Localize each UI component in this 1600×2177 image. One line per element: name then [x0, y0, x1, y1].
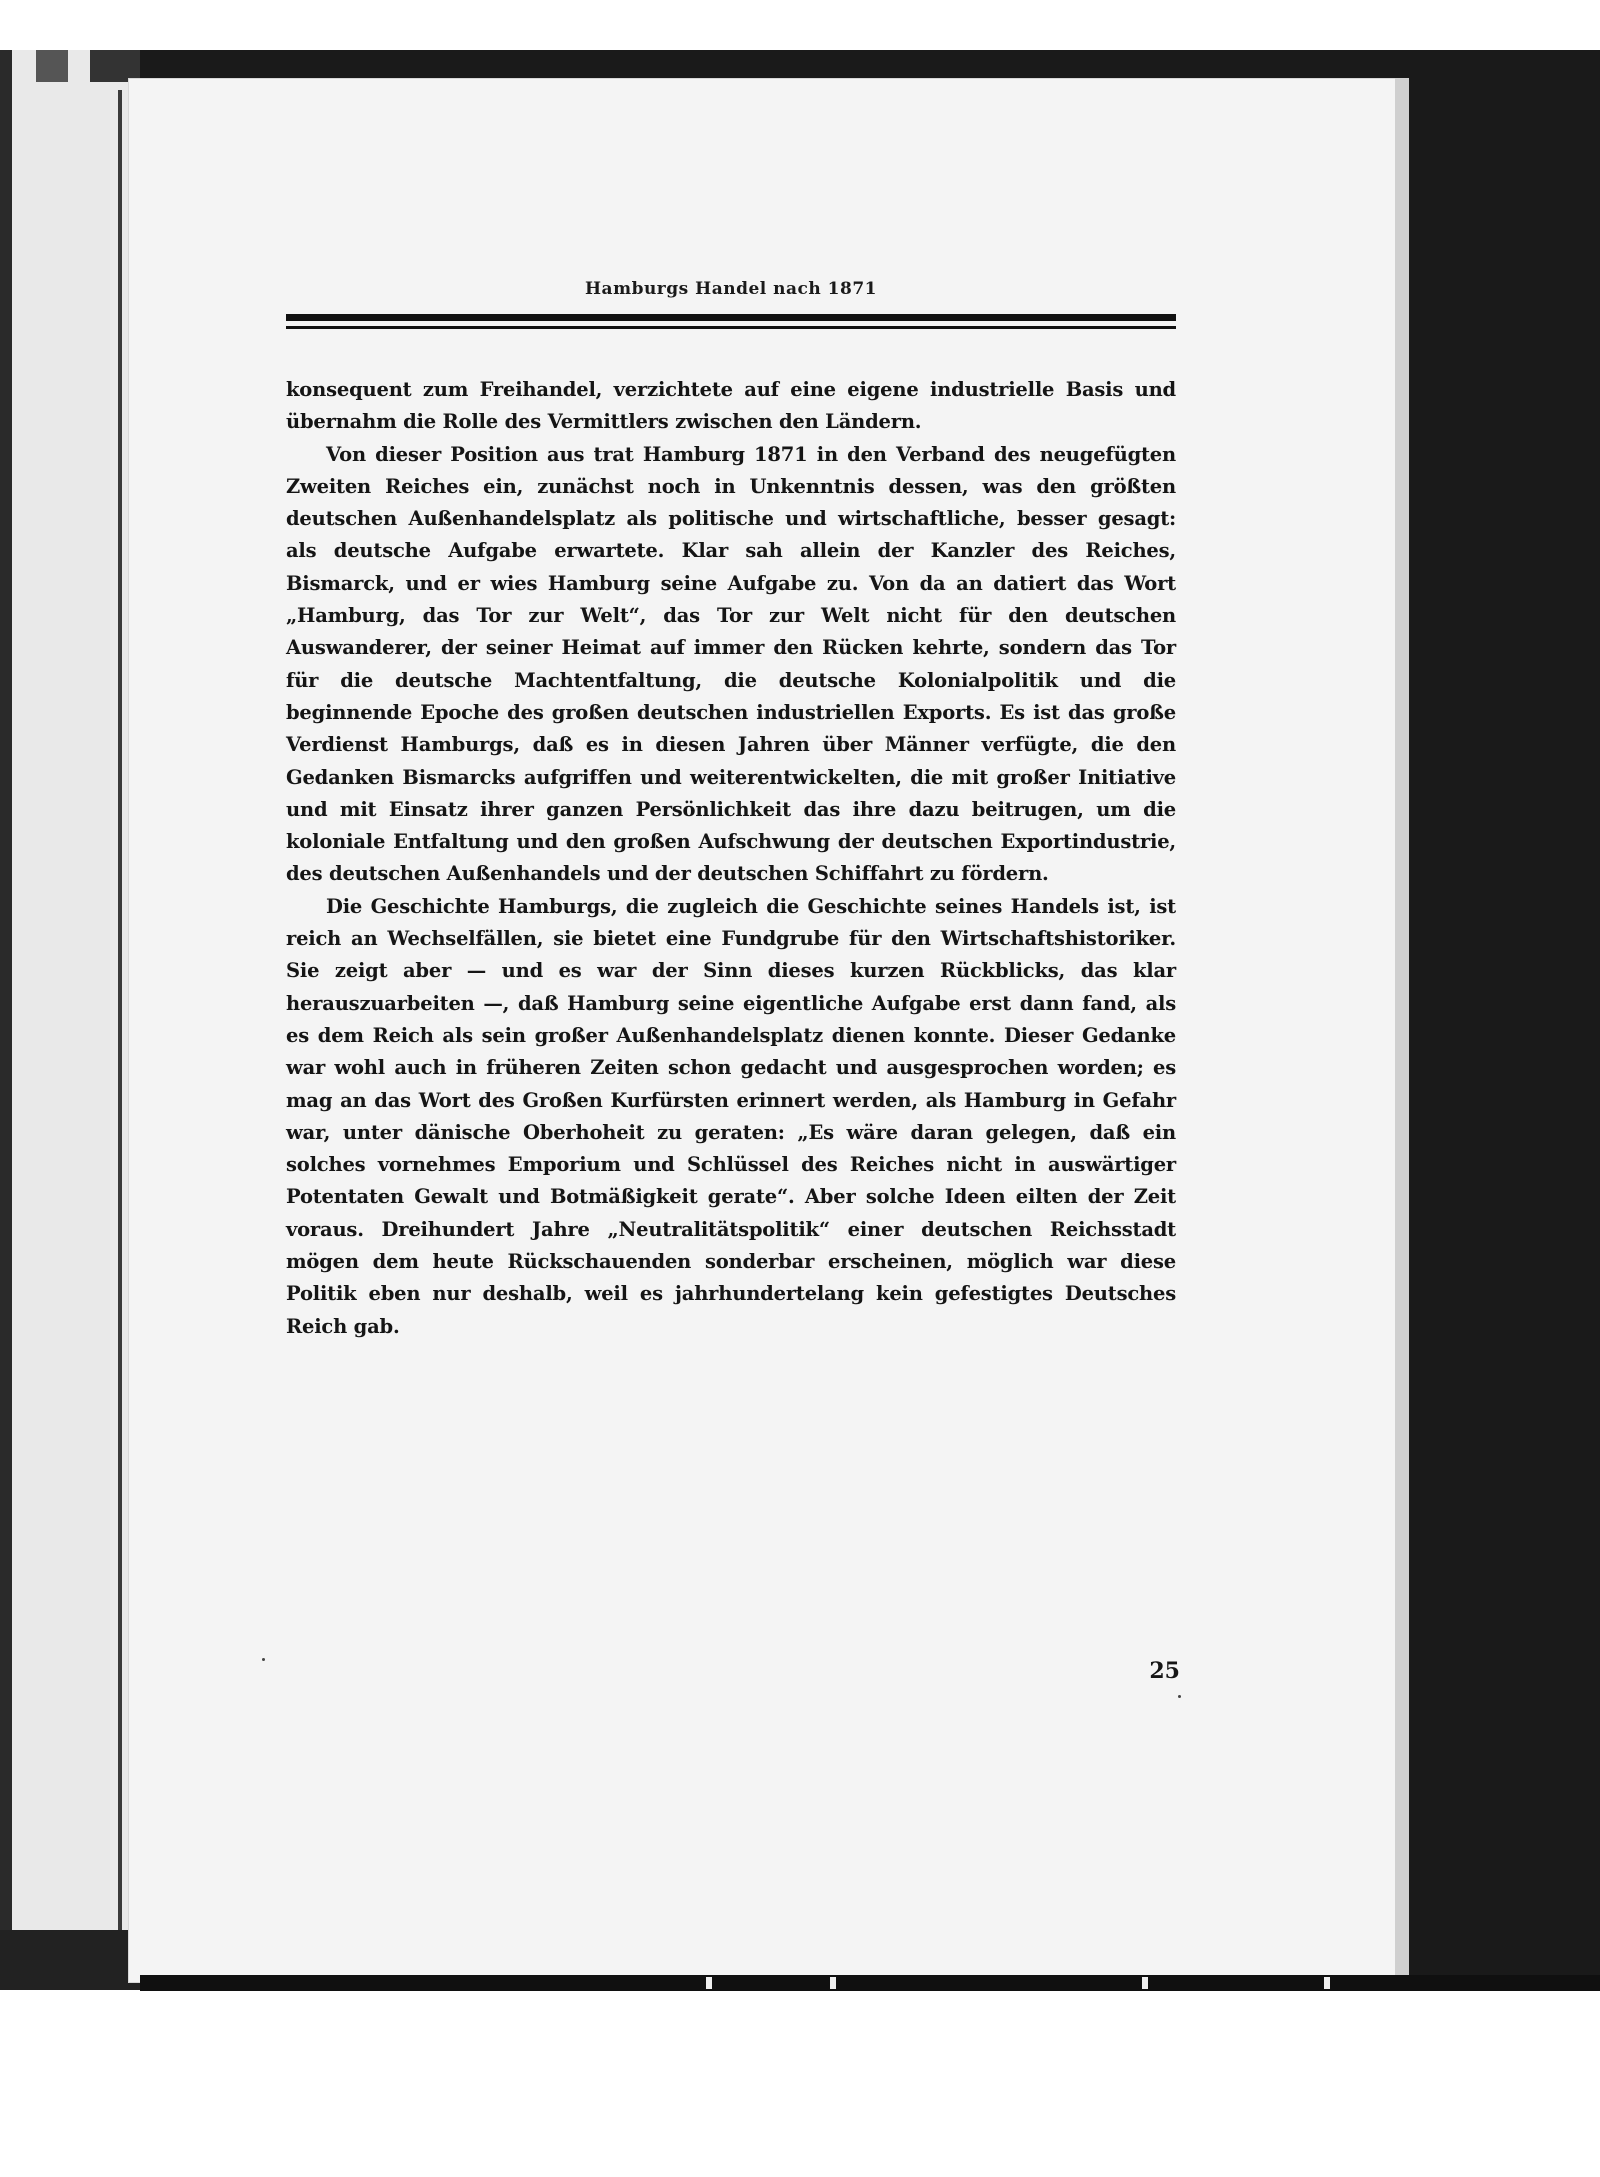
- paper-speck: [1178, 1695, 1181, 1698]
- scan-tick-mark: [830, 1977, 836, 1989]
- paragraph: Die Geschichte Hamburgs, die zugleich die Geschichte seines Handels ist, ist reich an Wechselfällen, sie bietet eine Fundgrube für den Wirtschaftshistoriker. Sie zeigt aber — und es war der Sinn dieses kurzen Rückblicks, das klar herauszuarbeiten —, daß Hamburg seine eigentliche Aufgabe erst dann fand, als es dem Reich als sein großer Außenhandelsplatz dienen konnte. Dieser Gedanke war wohl auch in früheren Zeiten schon gedacht und ausgesprochen worden; es mag an das Wort des Großen Kurfürsten erinnert werden, als Hamburg in Gefahr war, unter dänische Oberhoheit zu geraten: „Es wäre daran gelegen, daß ein solches vornehmes Emporium und Schlüssel des Reiches nicht in auswärtiger Potentaten Gewalt und Botmäßigkeit gerate“. Aber solche Ideen eilten der Zeit voraus. Dreihundert Jahre „Neutralitätspolitik“ einer deutschen Reichsstadt mögen dem heute Rückschauenden sonderbar erscheinen, möglich war diese Politik eben nur deshalb, weil es jahrhundertelang kein gefestigtes Deutsches Reich gab.: [286, 894, 1176, 1338]
- paper-speck: [262, 1658, 265, 1661]
- scan-tick-mark: [706, 1977, 712, 1989]
- scan-edge-shadow: [0, 50, 12, 1990]
- page-number: 25: [1149, 1658, 1180, 1684]
- page-right-edge: [1395, 78, 1409, 1983]
- body-text: [286, 374, 1176, 1343]
- scan-tick-mark: [1324, 1977, 1330, 1989]
- header-rule-thin: [286, 326, 1176, 329]
- facing-page-edge: [0, 50, 140, 1990]
- scan-bottom-band: [140, 1975, 1600, 1991]
- scan-tick-mark: [1142, 1977, 1148, 1989]
- paragraph: konsequent zum Freihandel, verzichtete auf eine eigene industrielle Basis und übernahm die Rolle des Vermittlers zwischen den Ländern.: [286, 378, 1176, 434]
- scan-edge-bottom: [0, 1930, 140, 1990]
- header-rule-thick: [286, 314, 1176, 321]
- paragraph: Von dieser Position aus trat Hamburg 1871 in den Verband des neugefügten Zweiten Reiches ein, zunächst noch in Unkenntnis dessen, was den größten deutschen Außenhandelsplatz als politische und wirtschaftliche, besser gesagt: als deutsche Aufgabe erwartete. Klar sah allein der Kanzler des Reiches, Bismarck, und er wies Hamburg seine Aufgabe zu. Von da an datiert das Wort „Hamburg, das Tor zur Welt“, das Tor zur Welt nicht für den deutschen Auswanderer, der seiner Heimat auf immer den Rücken kehrte, sondern das Tor für die deutsche Machtentfaltung, die deutsche Kolonialpolitik und die beginnende Epoche des großen deutschen industriellen Exports. Es ist das große Verdienst Hamburgs, daß es in diesen Jahren über Männer verfügte, die den Gedanken Bismarcks aufgriffen und weiterentwickelten, die mit großer Initiative und mit Einsatz ihrer ganzen Persönlichkeit das ihre dazu beitrugen, um die koloniale Entfaltung und den großen Aufschwung der deutschen Exportindustrie, des deutschen Außenhandels und der deutschen Schiffahrt zu fördern.: [286, 442, 1176, 886]
- scan-edge-block: [36, 50, 68, 82]
- running-title: Hamburgs Handel nach 1871: [585, 279, 877, 299]
- book-gutter-line: [118, 90, 122, 1950]
